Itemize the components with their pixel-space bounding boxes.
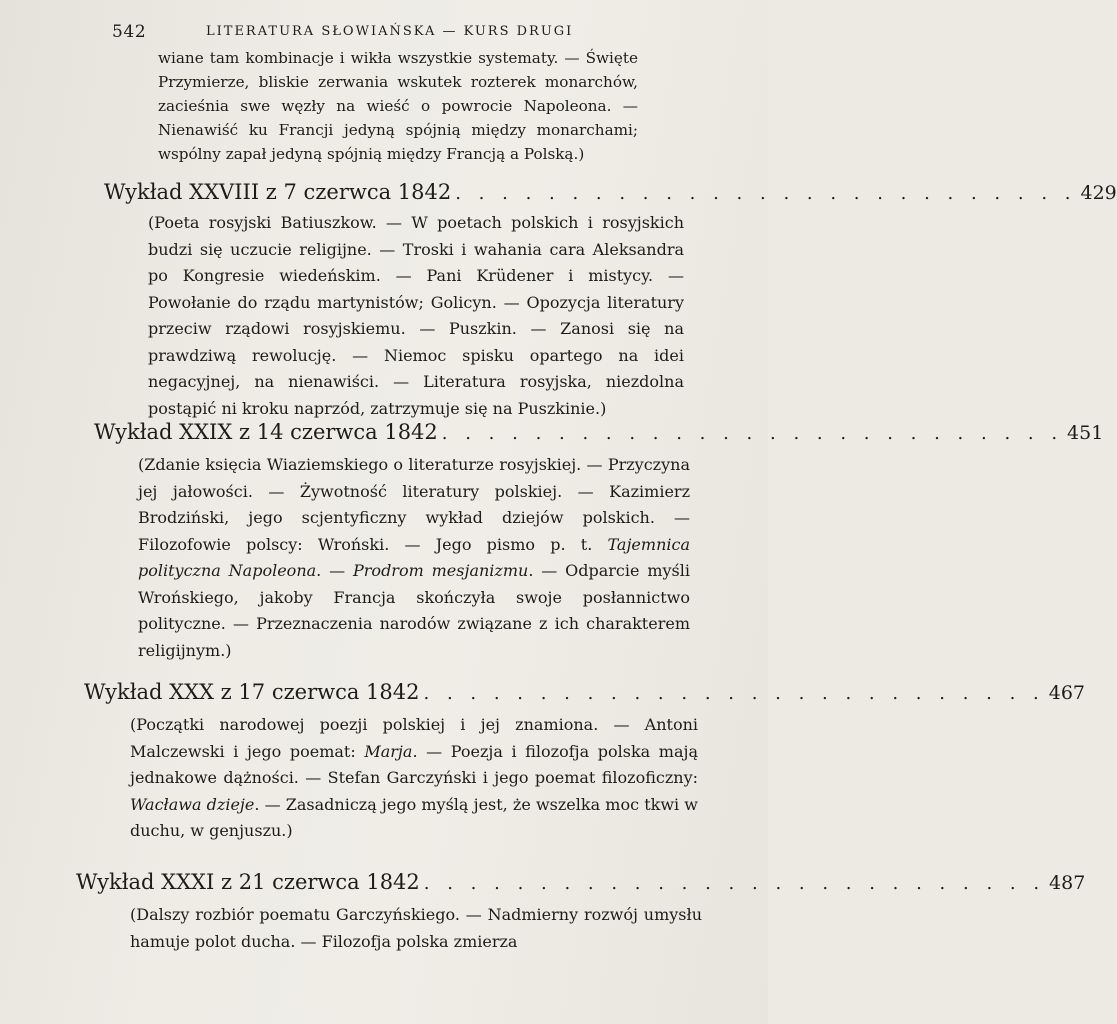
leader-dots: . . . . . . . . . . . . . . . . . . . . . . . . . . . (441, 423, 1064, 444)
lecture-heading (76, 870, 1086, 894)
lecture-heading (104, 180, 1117, 204)
lecture-title: Wykład XXX z 17 czerwca 1842 (84, 680, 420, 704)
lecture-summary: (Poeta rosyjski Batiuszkow. — W poetach polskich i rosyjskich budzi się uczucie religijne. — Troski i wahania cara Aleksandra po Kongresie wiedeńskim. — Pani Krüdener i mistycy. — Powołanie do rządu martynistów; Golicyn. — Opozycja literatury przeciw rządowi rosyjskiemu. — Puszkin. — Zanosi się na prawdziwą rewolucję. — Niemoc spisku opartego na idei negacyjnej, na nienawiści. — Literatura rosyjska, niezdolna postąpić ni kroku naprzód, zatrzymuje się na Puszkinie.) (148, 213, 684, 418)
summary-text: . — Odparcie myśli Wrońskiego, jakoby Francja skończyła swoje posłannictwo polityczne. — Przeznaczenia narodów związane z ich charakterem religijnym.) (138, 561, 691, 660)
lecture-title: Wykład XXXI z 21 czerwca 1842 (76, 870, 420, 894)
work-title-italic: Wacława dzieje (130, 794, 255, 814)
work-title-italic: Prodrom mesjanizmu (353, 561, 529, 580)
leader-dots: . . . . . . . . . . . . . . . . . . . . . . . . . . . (455, 183, 1077, 204)
lecture-title: Wykład XXVIII z 7 czerwca 1842 (104, 180, 452, 204)
page-number: 542 (112, 22, 147, 42)
lecture-heading (84, 680, 1086, 704)
lecture-entry-xxix (94, 420, 1104, 664)
lecture-page: 487 (1049, 872, 1086, 894)
lecture-entry-xxviii (104, 180, 1117, 422)
summary-text: . — Poezja i filozofja polska mają jednakowe dążności. — Stefan Garczyński i jego poemat filozoficzny: (130, 741, 698, 787)
leader-dots: . . . . . . . . . . . . . . . . . . . . . . . . . . . (423, 683, 1045, 704)
lecture-heading (94, 420, 1104, 444)
continued-summary: wiane tam kombinacje i wikła wszystkie systematy. — Święte Przymierze, bliskie zerwania wskutek rozterek monarchów, zacieśnia swe węzły na wieść o powrocie Napoleona. — Nienawiść ku Francji jedyną spójnią między monarchami; wspólny zapał jedyną spójnią między Francją a Polską.) (158, 49, 638, 163)
leader-dots: . . . . . . . . . . . . . . . . . . . . . . . . . . . (423, 873, 1046, 894)
lecture-page: 467 (1048, 682, 1086, 704)
lecture-title: Wykład XXIX z 14 czerwca 1842 (94, 420, 438, 444)
lecture-summary: (Dalszy rozbiór poematu Garczyńskiego. — Nadmierny rozwój umysłu hamuje polot ducha. — Filozofja polska zmierza (130, 905, 702, 951)
work-title-italic: Tajemnica polityczna Napoleona (138, 534, 690, 580)
summary-text: . — (316, 561, 354, 580)
lecture-page: 451 (1067, 422, 1104, 444)
lecture-entry-xxx (84, 680, 1086, 845)
running-title: LITERATURA SŁOWIAŃSKA — KURS DRUGI (206, 24, 574, 39)
summary-text: . — Zasadniczą jego myślą jest, że wszelka moc tkwi w duchu, w genjuszu.) (130, 794, 698, 840)
summary-text: (Zdanie księcia Wiaziemskiego o literaturze rosyjskiej. — Przyczyna jej jałowości. — Żywotność literatury polskiej. — Kazimierz Brodziński, jego scjentyficzny wykład dziejów polskich. — Filozofowie polscy: Wroński. — Jego pismo p. t. (138, 455, 690, 554)
work-title-italic: Marja (364, 741, 413, 761)
lecture-page: 429 (1080, 182, 1117, 204)
lecture-entry-xxxi (76, 870, 1086, 955)
lecture-summary (130, 712, 698, 845)
lecture-summary (138, 452, 690, 664)
summary-text: (Początki narodowej poezji polskiej i jej znamiona. — Antoni Malczewski i jego poemat: (130, 715, 698, 761)
